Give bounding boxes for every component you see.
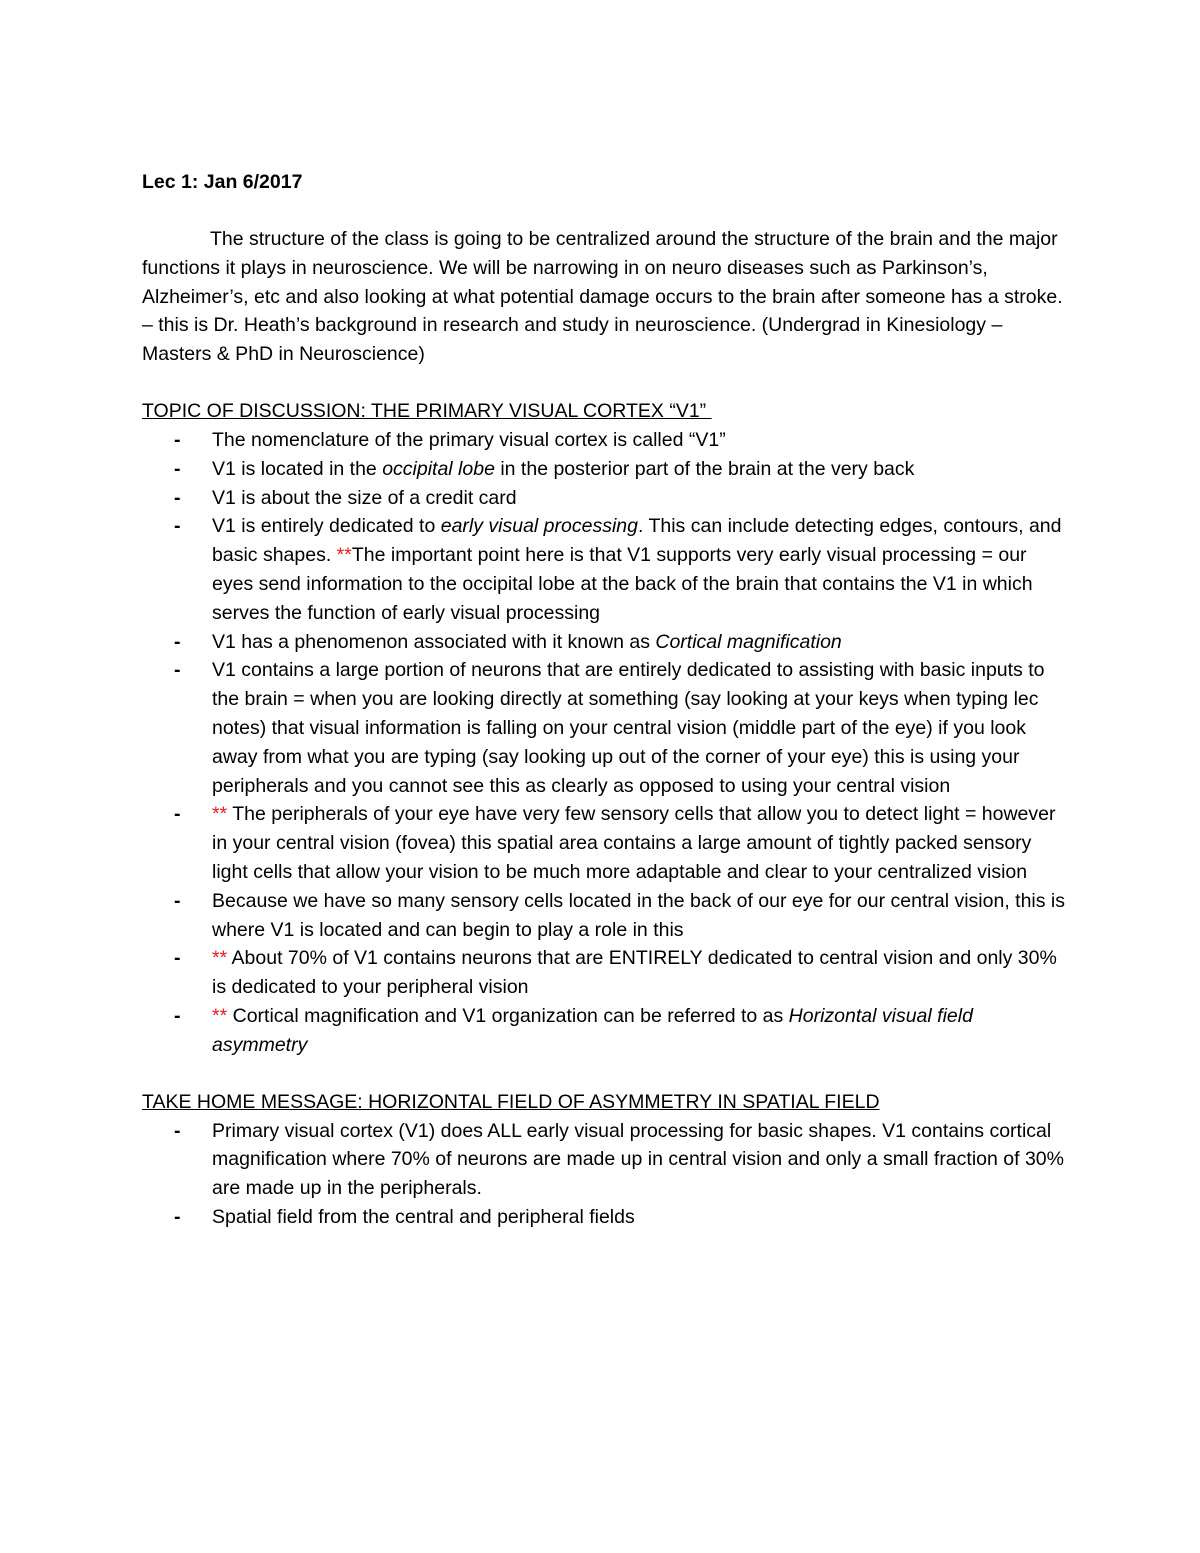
list-item	[142, 484, 1072, 513]
list-item	[142, 512, 1072, 627]
bullet-text: V1 is located in the	[212, 457, 383, 480]
list-item	[142, 1002, 1072, 1060]
bullet-text: Primary visual cortex (V1) does ALL early visual processing for basic shapes. V1 contains cortical magnification where 70% of neurons are made up in central vision and only a small fraction of 30% are made up in the peripherals.	[212, 1119, 1064, 1200]
bullet-dash: -	[174, 659, 181, 682]
bullet-text: The nomenclature of the primary visual cortex is called “V1”	[212, 428, 726, 451]
bullet-text: Spatial field from the central and peripheral fields	[212, 1205, 635, 1228]
emphasis-term: Cortical magnification	[655, 630, 842, 653]
topic-bullet-list	[142, 426, 1072, 1060]
important-marker: **	[212, 947, 228, 970]
emphasis-term: occipital lobe	[382, 457, 495, 480]
bullet-dash: -	[174, 457, 181, 480]
important-marker: **	[212, 1004, 228, 1027]
important-marker: **	[336, 544, 352, 567]
bullet-text: The peripherals of your eye have very few sensory cells that allow you to detect light = however in your central vision (fovea) this spatial area contains a large amount of tightly packed sensory light cells that allow your vision to be much more adaptable and clear to your centralized vision	[212, 803, 1056, 883]
bullet-dash: -	[174, 889, 181, 912]
list-item	[142, 1203, 1072, 1232]
section-heading-topic: TOPIC OF DISCUSSION: THE PRIMARY VISUAL CORTEX “V1”	[142, 399, 712, 422]
list-item	[142, 1117, 1072, 1203]
list-item	[142, 944, 1072, 1002]
bullet-text: V1 has a phenomenon associated with it known as	[212, 630, 656, 653]
bullet-dash: -	[174, 515, 181, 538]
list-item	[142, 656, 1072, 800]
bullet-dash: -	[174, 630, 181, 653]
document-page	[142, 168, 1072, 1232]
bullet-text: About 70% of V1 contains neurons that are ENTIRELY dedicated to central vision and only 30% is dedicated to your peripheral vision	[212, 947, 1057, 999]
section-heading-take-home: TAKE HOME MESSAGE: HORIZONTAL FIELD OF ASYMMETRY IN SPATIAL FIELD	[142, 1090, 880, 1113]
emphasis-term: early visual processing	[440, 515, 638, 538]
bullet-text: The important point here is that V1 supports very early visual processing = our eyes send information to the occipital lobe at the back of the brain that contains the V1 in which serves the function of early visual processing	[212, 544, 1033, 624]
bullet-text: Cortical magnification and V1 organization can be referred to as	[227, 1004, 789, 1027]
bullet-text: V1 is entirely dedicated to	[212, 515, 441, 538]
bullet-dash: -	[174, 1004, 181, 1027]
bullet-text: . This can include detecting edges, contours, and basic shapes.	[212, 515, 1062, 567]
important-marker: **	[212, 803, 228, 826]
bullet-dash: -	[174, 1205, 181, 1228]
bullet-dash: -	[174, 428, 181, 451]
bullet-dash: -	[174, 803, 181, 826]
bullet-text: V1 contains a large portion of neurons that are entirely dedicated to assisting with basic inputs to the brain = when you are looking directly at something (say looking at your keys when typing lec notes) that visual information is falling on your central vision (middle part of the eye) if you look away from what you are typing (say looking up out of the corner of your eye) this is using your peripherals and you cannot see this as clearly as opposed to using your central vision	[212, 659, 1045, 797]
bullet-dash: -	[174, 486, 181, 509]
list-item	[142, 628, 1072, 657]
list-item	[142, 800, 1072, 886]
bullet-text: in the posterior part of the brain at the very back	[494, 457, 915, 480]
bullet-text: Because we have so many sensory cells located in the back of our eye for our central vision, this is where V1 is located and can begin to play a role in this	[212, 889, 1066, 941]
bullet-dash: -	[174, 947, 181, 970]
list-item	[142, 455, 1072, 484]
list-item	[142, 887, 1072, 945]
take-home-bullet-list	[142, 1117, 1072, 1232]
emphasis-term: Horizontal visual field asymmetry	[212, 1004, 973, 1056]
list-item	[142, 426, 1072, 455]
intro-paragraph: The structure of the class is going to be centralized around the structure of the brain and the major functions it plays in neuroscience. We will be narrowing in on neuro diseases such as Parkinson’s, Alzheimer’s, etc and also looking at what potential damage occurs to the brain after someone has a stroke. – this is Dr. Heath’s background in research and study in neuroscience. (Undergrad in Kinesiology – Masters & PhD in Neuroscience)	[142, 228, 1063, 366]
bullet-text: V1 is about the size of a credit card	[212, 486, 517, 509]
bullet-dash: -	[174, 1119, 181, 1142]
lecture-title: Lec 1: Jan 6/2017	[142, 171, 303, 193]
